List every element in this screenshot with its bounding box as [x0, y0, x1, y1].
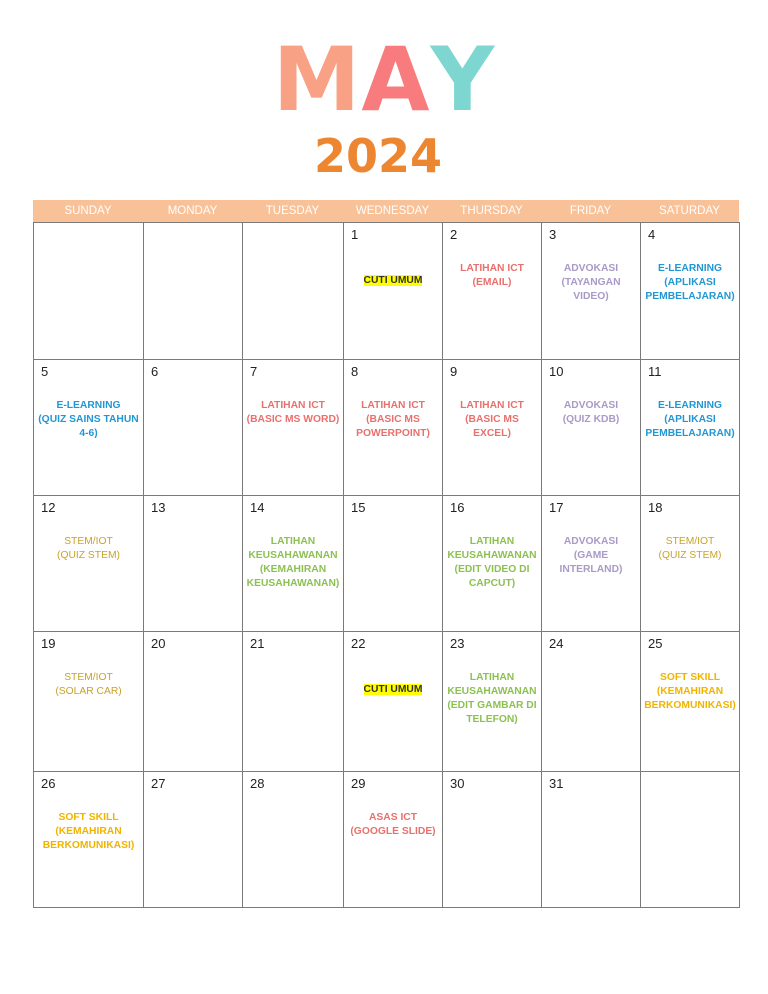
week-row: [34, 360, 740, 496]
day-cell-4[interactable]: [641, 223, 740, 360]
day-number: 4: [648, 227, 656, 242]
day-cell-14[interactable]: [243, 496, 344, 632]
event-label: LATIHAN ICT (BASIC MS EXCEL): [460, 400, 524, 439]
day-cell-15[interactable]: [344, 496, 443, 632]
event-label: LATIHAN KEUSAHAWANAN (EDIT VIDEO DI CAPCUT): [447, 536, 537, 589]
weekday-friday: FRIDAY: [569, 205, 612, 217]
event-label: E-LEARNING (APLIKASI PEMBELAJARAN): [645, 400, 735, 439]
day-number: 5: [41, 364, 49, 379]
day-cell-26[interactable]: [34, 772, 144, 908]
day-number: 22: [351, 636, 366, 651]
day-cell-27[interactable]: [144, 772, 243, 908]
event-label: STEM/IOT (SOLAR CAR): [55, 672, 122, 697]
event-label: LATIHAN KEUSAHAWANAN (KEMAHIRAN KEUSAHAWANAN): [246, 536, 340, 589]
day-cell-16[interactable]: [443, 496, 542, 632]
day-number: 20: [151, 636, 166, 651]
event-label: LATIHAN KEUSAHAWANAN (EDIT GAMBAR DI TELEFON): [447, 672, 537, 725]
day-number: 28: [250, 776, 265, 791]
day-cell-9[interactable]: [443, 360, 542, 496]
event-highlight: CUTI UMUM: [363, 684, 423, 695]
day-cell-30[interactable]: [443, 772, 542, 908]
day-number: 1: [351, 227, 359, 242]
event-label: SOFT SKILL (KEMAHIRAN BERKOMUNIKASI): [644, 672, 736, 711]
event-label: ADVOKASI (GAME INTERLAND): [559, 536, 623, 575]
event-label: [346, 683, 440, 697]
event-label: E-LEARNING (APLIKASI PEMBELAJARAN): [645, 263, 735, 302]
event-label: LATIHAN ICT (BASIC MS POWERPOINT): [356, 400, 430, 439]
event-label: STEM/IOT (QUIZ STEM): [658, 536, 722, 561]
event-label: SOFT SKILL (KEMAHIRAN BERKOMUNIKASI): [42, 812, 135, 851]
event-label: E-LEARNING (QUIZ SAINS TAHUN 4-6): [38, 400, 139, 439]
day-cell-empty[interactable]: [34, 223, 144, 360]
day-cell-21[interactable]: [243, 632, 344, 772]
event-label: LATIHAN ICT (EMAIL): [460, 263, 524, 288]
day-cell-28[interactable]: [243, 772, 344, 908]
day-number: 29: [351, 776, 366, 791]
event-label: LATIHAN ICT (BASIC MS WORD): [246, 400, 340, 425]
day-number: 15: [351, 500, 366, 515]
day-cell-18[interactable]: [641, 496, 740, 632]
day-cell-11[interactable]: [641, 360, 740, 496]
event-label: ADVOKASI (TAYANGAN VIDEO): [561, 263, 621, 302]
day-number: 9: [450, 364, 458, 379]
day-number: 19: [41, 636, 56, 651]
day-cell-19[interactable]: [34, 632, 144, 772]
day-cell-17[interactable]: [542, 496, 641, 632]
event-label: STEM/IOT (QUIZ STEM): [57, 536, 120, 561]
day-cell-13[interactable]: [144, 496, 243, 632]
day-cell-2[interactable]: [443, 223, 542, 360]
day-number: 16: [450, 500, 465, 515]
day-number: 25: [648, 636, 663, 651]
day-number: 17: [549, 500, 564, 515]
weekday-header: [33, 200, 739, 222]
weekday-wednesday: WEDNESDAY: [355, 205, 430, 217]
week-row: [34, 223, 740, 360]
day-cell-31[interactable]: [542, 772, 641, 908]
day-number: 30: [450, 776, 465, 791]
day-cell-22[interactable]: [344, 632, 443, 772]
day-cell-10[interactable]: [542, 360, 641, 496]
day-cell-12[interactable]: [34, 496, 144, 632]
day-cell-7[interactable]: [243, 360, 344, 496]
day-cell-20[interactable]: [144, 632, 243, 772]
day-cell-23[interactable]: [443, 632, 542, 772]
day-number: 7: [250, 364, 258, 379]
day-number: 18: [648, 500, 663, 515]
day-number: 26: [41, 776, 56, 791]
month-letter-m: M: [272, 28, 362, 131]
day-cell-empty[interactable]: [641, 772, 740, 908]
day-cell-3[interactable]: [542, 223, 641, 360]
weekday-tuesday: TUESDAY: [265, 205, 320, 217]
day-cell-empty[interactable]: [144, 223, 243, 360]
day-number: 6: [151, 364, 159, 379]
day-cell-24[interactable]: [542, 632, 641, 772]
day-cell-5[interactable]: [34, 360, 144, 496]
day-number: 21: [250, 636, 265, 651]
event-label: ADVOKASI (QUIZ KDB): [562, 400, 620, 425]
year-title: 2024: [313, 129, 443, 183]
week-row: [34, 496, 740, 632]
day-number: 10: [549, 364, 564, 379]
day-number: 31: [549, 776, 564, 791]
week-row: [34, 632, 740, 772]
day-cell-6[interactable]: [144, 360, 243, 496]
day-cell-1[interactable]: [344, 223, 443, 360]
weekday-saturday: SATURDAY: [659, 205, 720, 217]
day-number: 2: [450, 227, 458, 242]
day-number: 11: [648, 364, 662, 379]
day-number: 24: [549, 636, 564, 651]
day-cell-8[interactable]: [344, 360, 443, 496]
weekday-monday: MONDAY: [167, 205, 218, 217]
event-label: [346, 274, 440, 288]
calendar-grid: [33, 222, 740, 908]
weekday-sunday: SUNDAY: [64, 205, 112, 217]
day-cell-empty[interactable]: [243, 223, 344, 360]
day-cell-29[interactable]: [344, 772, 443, 908]
day-number: 14: [250, 500, 265, 515]
event-highlight: CUTI UMUM: [363, 275, 423, 286]
month-title: [0, 30, 768, 130]
week-row: [34, 772, 740, 908]
weekday-thursday: THURSDAY: [460, 205, 523, 217]
month-letter-y: Y: [430, 28, 496, 131]
day-number: 12: [41, 500, 56, 515]
day-number: 3: [549, 227, 557, 242]
day-cell-25[interactable]: [641, 632, 740, 772]
day-number: 13: [151, 500, 166, 515]
day-number: 27: [151, 776, 166, 791]
month-letter-a: A: [361, 28, 431, 131]
day-number: 8: [351, 364, 359, 379]
day-number: 23: [450, 636, 465, 651]
event-label: ASAS ICT (GOOGLE SLIDE): [350, 812, 436, 837]
